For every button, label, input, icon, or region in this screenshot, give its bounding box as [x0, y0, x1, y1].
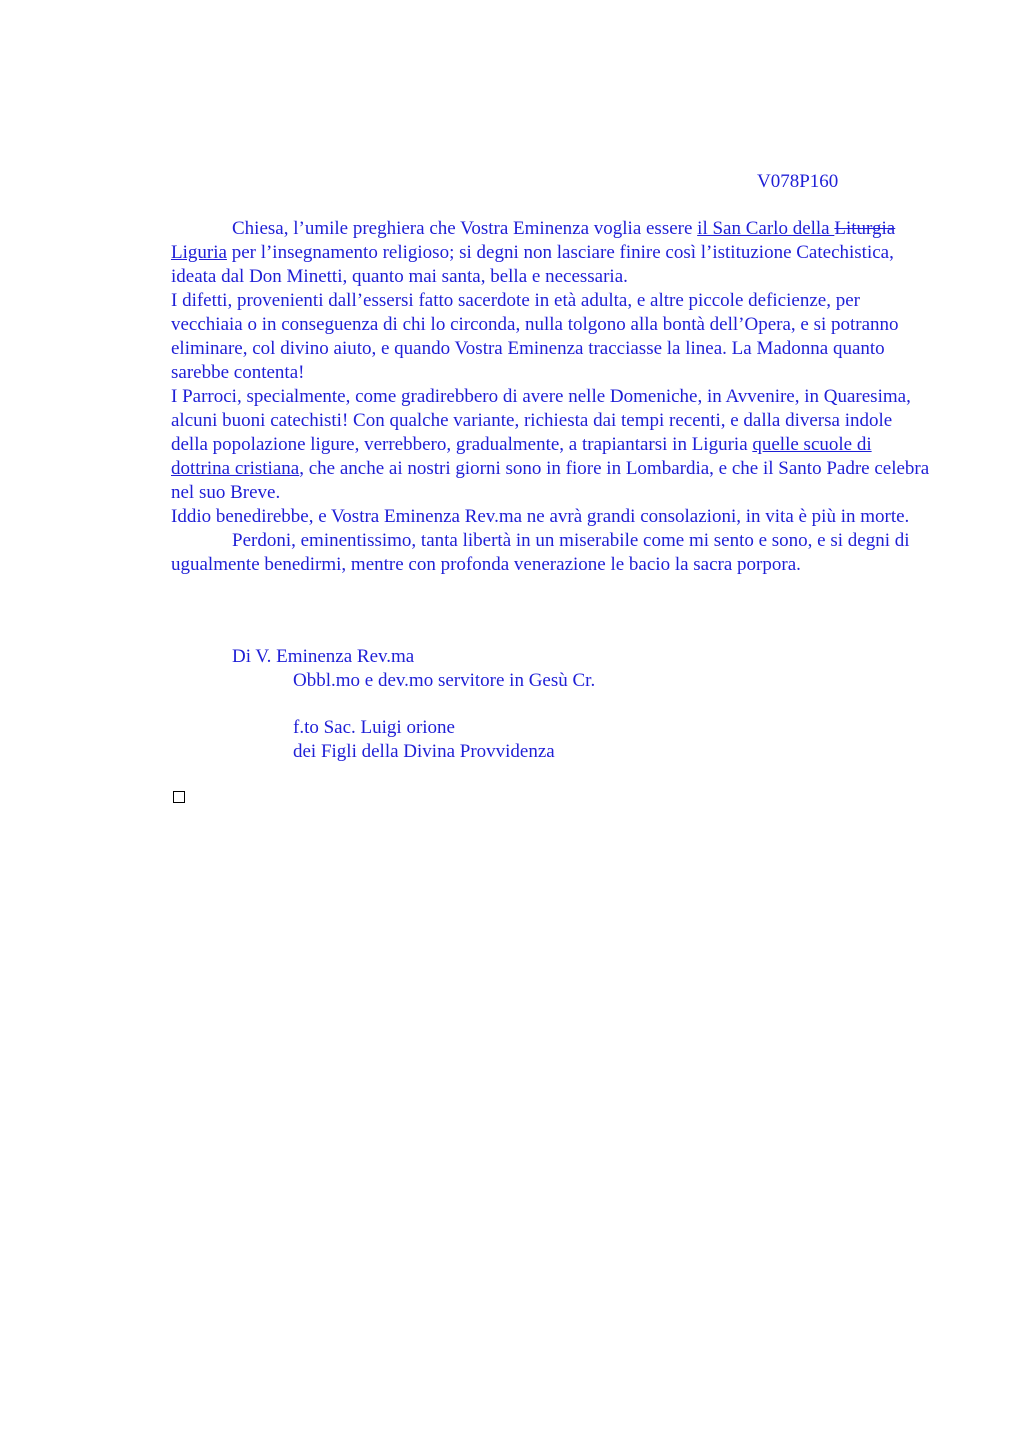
paragraph-defects: I difetti, provenienti dall’essersi fatto sacerdote in età adulta, e altre piccole deficienze, per vecchiaia o in conseguenza di chi lo circonda, nulla tolgono alla bontà dell’Opera, e si potranno eliminare, col divino aiuto, e quando Vostra Eminenza tracciasse la linea. La Madonna quanto sarebbe contenta!	[171, 290, 899, 383]
paragraph-request	[171, 217, 931, 289]
paragraph-request-text: Chiesa, l’umile preghiera che Vostra Eminenza voglia essere	[232, 218, 698, 239]
underlined-schools-phrase: quelle scuole di dottrina cristiana	[171, 434, 872, 479]
signature-line: f.to Sac. Luigi orione	[293, 717, 455, 738]
checkbox-glyph	[173, 791, 185, 803]
closing-servant-line: Obbl.mo e dev.mo servitore in Gesù Cr.	[293, 670, 596, 691]
paragraph-request-rest: per l’insegnamento religioso; si degni non lasciare finire così l’istituzione Catechistica, ideata dal Don Minetti, quanto mai santa, bella e necessaria.	[171, 242, 894, 287]
closing-salutation: Di V. Eminenza Rev.ma	[232, 646, 415, 667]
struck-word: Liturgia	[834, 218, 896, 239]
paragraph-apology: Perdoni, eminentissimo, tanta libertà in un miserabile come mi sento e sono, e si degni di ugualmente benedirmi, mentre con profonda venerazione le bacio la sacra porpora.	[171, 530, 910, 575]
paragraph-blessing: Iddio benedirebbe, e Vostra Eminenza Rev.ma ne avrà grandi consolazioni, in vita è più in morte.	[171, 506, 910, 527]
page-reference: V078P160	[757, 171, 839, 192]
underlined-correction: Liguria	[171, 242, 227, 263]
underlined-phrase: il San Carlo della	[697, 218, 835, 239]
letter-body	[171, 217, 931, 577]
paragraph-parishes	[171, 385, 931, 505]
paragraph-parishes-text: I Parroci, specialmente, come gradirebbero di avere nelle Domeniche, in Avvenire, in Quaresima, alcuni buoni catechisti! Con qualche variante, richiesta dai tempi recenti, e dalla diversa indole della popolazione ligure, verrebbero, gradualmente, a trapiantarsi in Liguria	[171, 386, 911, 455]
paragraph-parishes-rest: , che anche ai nostri giorni sono in fiore in Lombardia, e che il Santo Padre celebra nel suo Breve.	[171, 458, 930, 503]
congregation-line: dei Figli della Divina Provvidenza	[293, 741, 555, 762]
